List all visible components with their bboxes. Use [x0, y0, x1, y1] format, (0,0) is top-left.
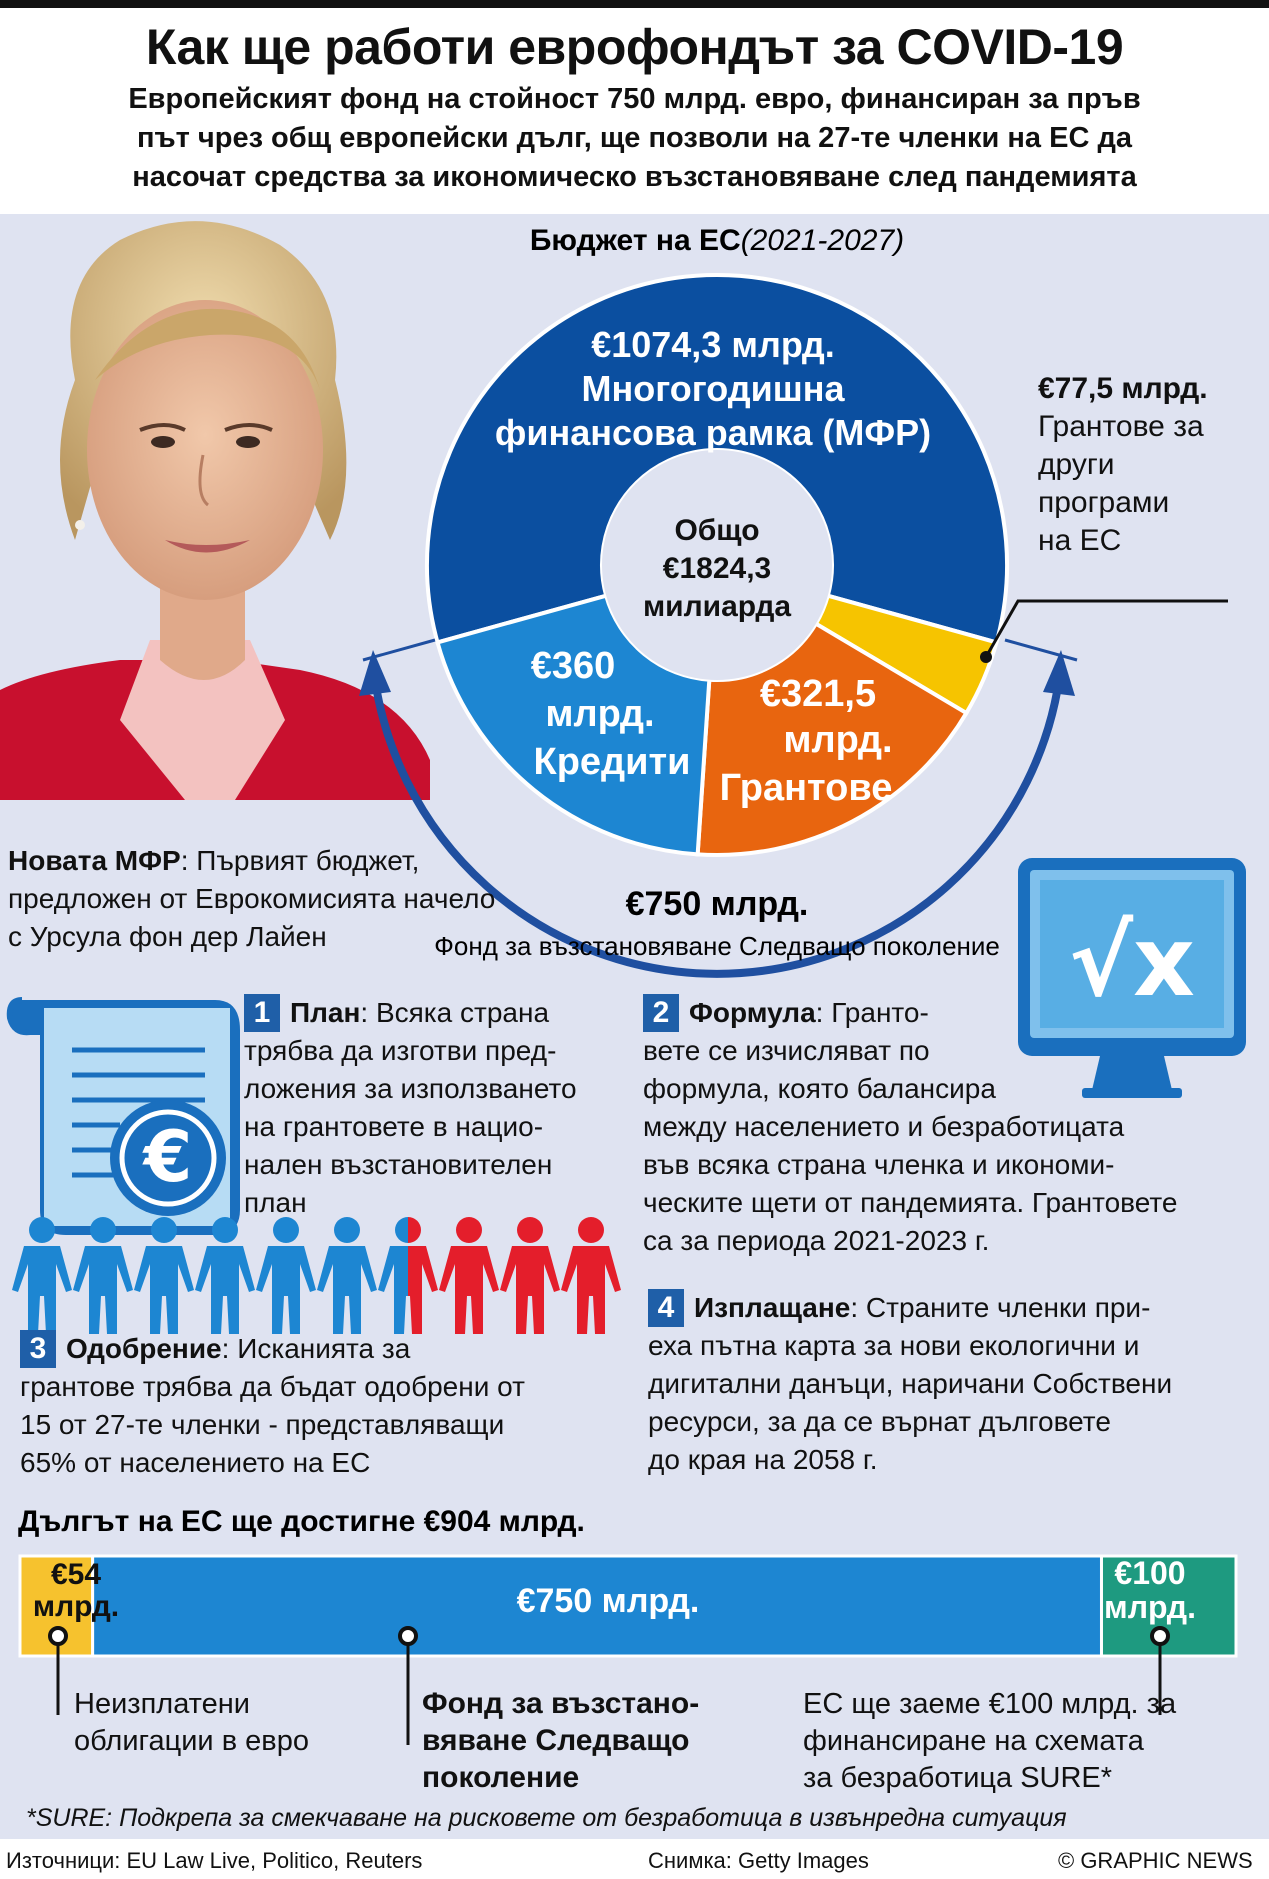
mfr-note-line: : Първият бюджет,	[180, 845, 420, 876]
grants-slice-label: Грантове	[719, 767, 893, 809]
arc-tick-right	[1005, 640, 1077, 660]
other-grants-label: Грантове за	[1038, 410, 1204, 443]
debt-segment-label: €54	[50, 1558, 102, 1591]
step-formula	[643, 994, 1263, 1260]
step-title: Одобрение	[66, 1333, 222, 1364]
center-label-line: Общо	[674, 514, 760, 547]
sure-annotation: ЕС ще заеме €100 млрд. за	[803, 1688, 1177, 1720]
step-line: трябва да изготви пред-	[244, 1035, 557, 1066]
loans-slice-label: млрд.	[545, 693, 655, 735]
subtitle-line: насочат средства за икономическо възстановяване след пандемията	[132, 161, 1137, 193]
annotation-dot	[1152, 1628, 1168, 1644]
mfr-slice-label: €1074,3 млрд.	[591, 324, 835, 365]
step-line: на грантовете в нацио-	[244, 1111, 544, 1142]
euro-symbol: €	[143, 1116, 193, 1198]
loans-slice-label: Кредити	[533, 741, 691, 783]
other-grants-label: други	[1038, 448, 1115, 481]
step-line: ложения за използването	[244, 1073, 577, 1104]
debt-bar-chart	[18, 1505, 1236, 1832]
bonds-annotation: Неизплатени	[74, 1688, 250, 1720]
other-grants-leader	[986, 601, 1228, 657]
step-line: формула, която балансира	[643, 1073, 996, 1104]
step-line: : Исканията за	[221, 1333, 411, 1364]
sources-credit: Източници: EU Law Live, Politico, Reuters	[6, 1848, 423, 1873]
mfr-slice-label: финансова рамка (МФР)	[494, 412, 932, 453]
bonds-annotation: облигации в евро	[74, 1725, 309, 1757]
step-line: дигитални данъци, наричани Собствени	[648, 1368, 1173, 1399]
mfr-note-line: с Урсула фон дер Лайен	[8, 921, 327, 952]
step-number-badge: 2	[643, 994, 679, 1032]
step-line: нален възстановителен	[244, 1149, 553, 1180]
step-line: грантове трябва да бъдат одобрени от	[20, 1371, 525, 1402]
copyright: © GRAPHIC NEWS	[1058, 1848, 1253, 1873]
grants-slice-label: €321,5	[759, 673, 877, 715]
mfr-slice-label: Многогодишна	[581, 368, 845, 409]
debt-segment-label: €750 млрд.	[516, 1582, 700, 1620]
page-title: Как ще работи еврофондът за COVID-19	[145, 19, 1124, 75]
debt-chart-title: Дългът на ЕС ще достигне €904 млрд.	[18, 1505, 585, 1538]
step-number-badge: 4	[648, 1289, 684, 1327]
step-line: във всяка страна членка и икономи-	[643, 1149, 1115, 1180]
step-number-badge: 3	[20, 1330, 56, 1368]
subtitle-line: път чрез общ европейски дълг, ще позволи на 27-те членки на ЕС да	[136, 122, 1132, 154]
step-line: ческите щети от пандемията. Грантовете	[643, 1187, 1178, 1218]
grants-slice-label: млрд.	[783, 719, 893, 761]
step-number-badge: 1	[244, 994, 280, 1032]
scroll-euro-icon	[10, 1000, 240, 1235]
person-icon	[256, 1217, 316, 1334]
center-label-line: €1824,3	[662, 552, 772, 585]
step-line: : Всяка страна	[360, 997, 550, 1028]
step-repayment	[648, 1289, 1263, 1479]
mfr-note	[8, 842, 608, 956]
footer	[0, 1842, 1269, 1879]
step-title: Формула	[689, 997, 816, 1028]
person-icon	[439, 1217, 499, 1334]
debt-segment-label: млрд.	[1104, 1589, 1196, 1625]
step-line: план	[244, 1187, 307, 1218]
sure-annotation: финансиране на схемата	[803, 1725, 1144, 1757]
step-approval	[20, 1330, 640, 1482]
step-line: между населението и безработицата	[643, 1111, 1125, 1142]
step-line: 15 от 27-те членки - представляващи	[20, 1409, 505, 1440]
mfr-note-title: Новата МФР	[8, 845, 181, 876]
arc-tick-left	[363, 640, 435, 660]
sure-footnote: *SURE: Подкрепа за смекчаване на рисковете от безработица в извънредна ситуация	[26, 1804, 1067, 1832]
fund-annotation: поколение	[422, 1761, 580, 1794]
subtitle-line: Европейският фонд на стойност 750 млрд. евро, финансиран за пръв	[128, 83, 1141, 115]
loans-slice-label: €360	[530, 645, 616, 687]
step-line: еха пътна карта за нови екологични и	[648, 1330, 1140, 1361]
annotation-dot	[50, 1628, 66, 1644]
other-grants-leader-dot	[980, 651, 992, 663]
step-line: : Гранто-	[815, 997, 929, 1028]
donut-title: Бюджет на ЕС(2021-2027)	[529, 224, 905, 257]
center-label-line: милиарда	[642, 590, 792, 623]
fund-annotation: Фонд за възстано-	[422, 1687, 700, 1720]
annotation-dot	[400, 1628, 416, 1644]
sure-annotation: за безработица SURE*	[803, 1762, 1113, 1794]
other-grants-label: €77,5 млрд.	[1038, 372, 1208, 405]
step-line: : Страните членки при-	[850, 1292, 1151, 1323]
debt-segment-label: €100	[1114, 1555, 1186, 1591]
debt-segment-label: млрд.	[32, 1590, 120, 1623]
step-line: са за периода 2021-2023 г.	[643, 1225, 990, 1256]
step-plan	[244, 994, 644, 1222]
person-icon	[561, 1217, 621, 1334]
person-icon	[500, 1217, 560, 1334]
step-title: Изплащане	[694, 1292, 851, 1323]
step-line: до края на 2058 г.	[648, 1444, 878, 1475]
photo-credit: Снимка: Getty Images	[648, 1848, 869, 1873]
step-line: ресурси, за да се върнат дълговете	[648, 1406, 1111, 1437]
fund-annotation: вяване Следващо	[422, 1724, 690, 1757]
people-row	[12, 1217, 621, 1334]
person-icon	[378, 1217, 438, 1334]
recovery-fund-label: €750 млрд.	[625, 885, 809, 923]
other-grants-label: на ЕС	[1038, 524, 1122, 557]
mfr-note-line: предложен от Еврокомисията начело	[8, 883, 496, 914]
portrait-illustration	[0, 221, 430, 800]
person-icon	[317, 1217, 377, 1334]
step-line: вете се изчисляват по	[643, 1035, 930, 1066]
step-line: 65% от населението на ЕС	[20, 1447, 371, 1478]
recovery-fund-sublabel: Фонд за възстановяване Следващо поколение	[434, 931, 1000, 961]
formula-text: √x	[1069, 906, 1195, 1018]
other-grants-label: програми	[1038, 486, 1170, 519]
step-title: План	[290, 997, 361, 1028]
